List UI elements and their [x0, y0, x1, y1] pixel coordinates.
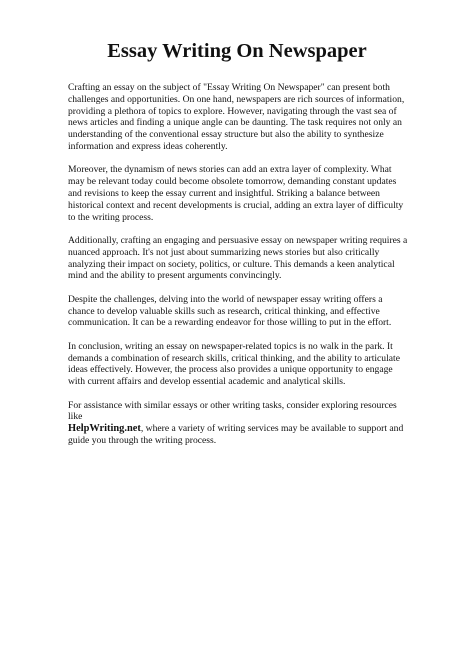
- helpwriting-link[interactable]: HelpWriting.net: [68, 423, 141, 435]
- paragraph-dynamism: Moreover, the dynamism of news stories can add an extra layer of complexity. What may be relevant today could become obsolete tomorrow, demanding constant updates and revisions to keep the essay current and insightful. Striking a balance between historical context and recent developments is crucial, adding an extra layer of difficulty to the writing process.: [68, 164, 404, 223]
- document-body: [68, 82, 410, 458]
- paragraph-approach: Additionally, crafting an engaging and persuasive essay on newspaper writing requires a nuanced approach. It's not just about summarizing news stories but also critically analyzing their impact on society, politics, or culture. This demands a keen analytical mind and the ability to present arguments convincingly.: [68, 234, 408, 282]
- closing-intro-text: For assistance with similar essays or other writing tasks, consider exploring resources like: [68, 399, 397, 423]
- closing-outro-text: , where a variety of writing services may be available to support and guide you through the writing process.: [68, 423, 404, 446]
- paragraph-challenges: Despite the challenges, delving into the world of newspaper essay writing offers a chance to develop valuable skills such as research, critical thinking, and effective communication. It can be a rewarding endeavor for those willing to put in the effort.: [68, 293, 392, 329]
- paragraph-closing: [68, 400, 410, 447]
- paragraph-conclusion: In conclusion, writing an essay on newspaper-related topics is no walk in the park. It demands a combination of research skills, critical thinking, and the ability to articulate ideas effectively. However, the process also provides a unique opportunity to engage with current affairs and develop essential academic and analytical skills.: [68, 340, 400, 388]
- paragraph-intro: Crafting an essay on the subject of "Essay Writing On Newspaper" can present both challenges and opportunities. On one hand, newspapers are rich sources of information, providing a plethora of topics to explore. However, navigating through the vast sea of news articles and finding a unique angle can be daunting. The task requires not only an understanding of the conventional essay structure but also the ability to synthesize information and express ideas coherently.: [68, 82, 405, 152]
- document-title: Essay Writing On Newspaper: [107, 40, 367, 62]
